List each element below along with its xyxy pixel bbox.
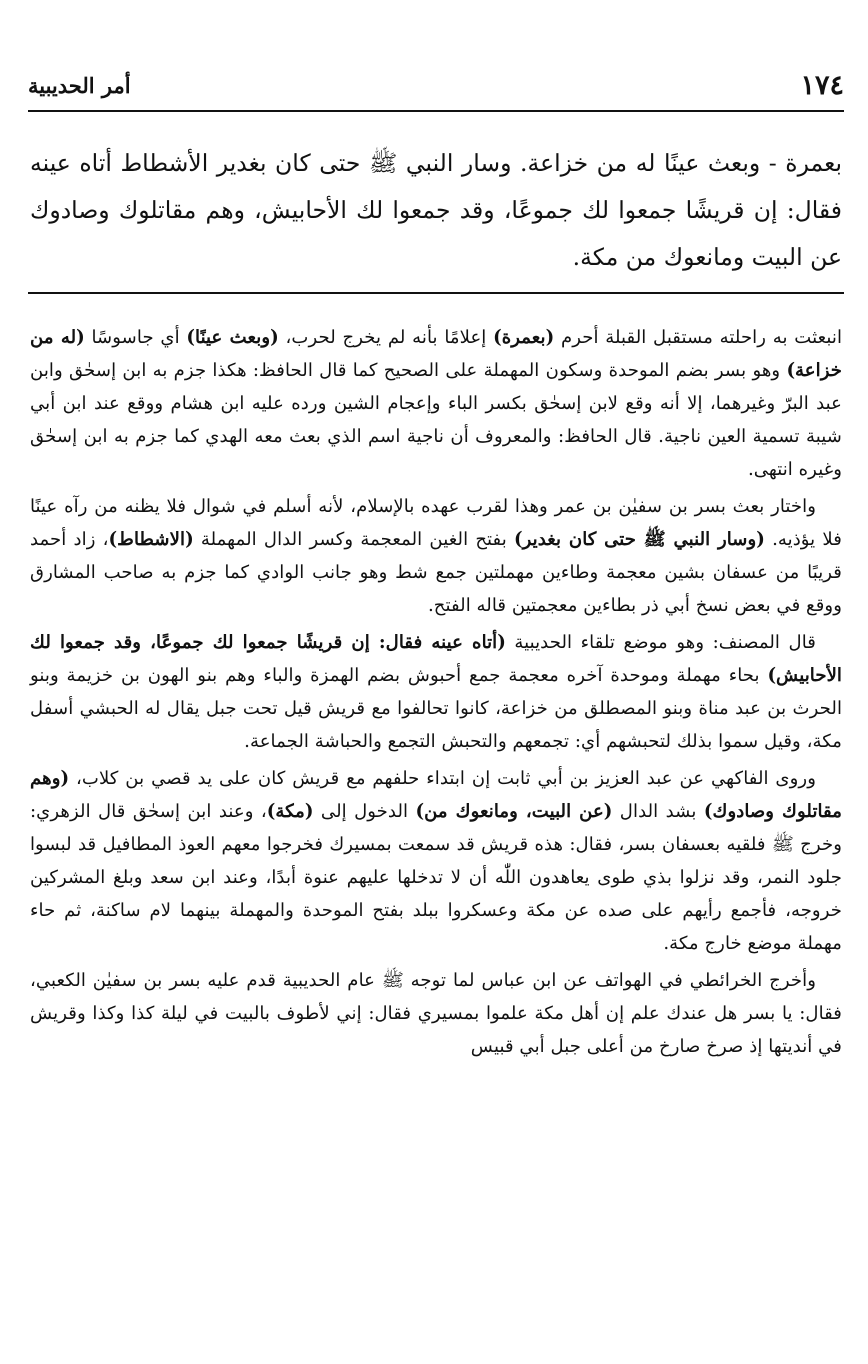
commentary-paragraph-3 xyxy=(30,626,842,758)
text-span: وروى الفاكهي عن عبد العزيز بن أبي ثابت إن ابتداء حلفهم مع قريش كان على يد قصي بن كلاب، xyxy=(69,768,816,789)
commentary-paragraph-4 xyxy=(30,762,842,960)
text-span: بشد الدال xyxy=(612,801,704,822)
text-span: ، زاد أحمد قريبًا من عسفان بشين معجمة وطاءين مهملتين جمع شط وهو جانب الوادي كما جزم به صاحب المشارق ووقع في بعض نسخ أبي ذر بطاءين معجمتين قاله الفتح. xyxy=(30,529,842,616)
main-text: بعمرة - وبعث عينًا له من خزاعة. وسار النبي ﷺ حتى كان بغدير الأشطاط أتاه عينه فقال: إن قريشًا جمعوا لك جموعًا، وقد جمعوا لك الأحابيش، وهم مقاتلوك وصادوك عن البيت ومانعوك من مكة. xyxy=(30,149,842,271)
quoted-phrase: (أتاه عينه فقال: إن قريشًا جمعوا لك جموعًا، وقد جمعوا لك الأحابيش) xyxy=(30,632,842,686)
text-span: الدخول إلى xyxy=(313,801,416,822)
quoted-phrase: (عن البيت، ومانعوك من) xyxy=(415,801,613,822)
section-separator xyxy=(28,292,844,294)
quoted-phrase: (الاشطاط) xyxy=(108,529,194,550)
commentary xyxy=(30,321,842,1067)
quoted-phrase: (وهم مقاتلوك وصادوك) xyxy=(30,768,842,822)
commentary-paragraph-2 xyxy=(30,490,842,622)
header-rule xyxy=(28,110,844,112)
text-span: قال المصنف: وهو موضع تلقاء الحديبية xyxy=(505,632,816,653)
text-span: ، وعند ابن إسحٰق قال الزهري: وخرج ﷺ فلقيه بعسفان بسر، فقال: هذه قريش قد سمعت بمسيرك فخرجوا معهم العوذ المطافيل قد لبسوا جلود النمر، وقد نزلوا بذي طوى يعاهدون اللّٰه أن لا تدخلها عليهم عنوة أبدًا، وعند ابن سعد وبلغ المشركين خروجه، فأجمع رأيهم على صده عن مكة وعسكروا ببلد بفتح الموحدة والمهملة بينهما لام ساكنة، ثم حاء مهملة موضع خارج مكة. xyxy=(30,801,842,954)
quoted-phrase: (وبعث عينًا) xyxy=(186,327,279,348)
quoted-phrase: (وسار النبي ﷺ حتى كان بغدير) xyxy=(514,529,765,550)
running-title: أمر الحديبية xyxy=(28,73,131,98)
text-span: بفتح الغين المعجمة وكسر الدال المهملة xyxy=(193,529,515,550)
quoted-phrase: (مكة) xyxy=(266,801,314,822)
page-number: ١٧٤ xyxy=(800,70,844,101)
commentary-paragraph-5: وأخرج الخرائطي في الهواتف عن ابن عباس لما توجه ﷺ عام الحديبية قدم عليه بسر بن سفيٰن الكعبي، فقال: يا بسر هل عندك علم إن أهل مكة علموا بمسيري فقال: إني لأطوف بالبيت في ليلة كذا وكذا وقريش في أنديتها إذ صرخ صارخ من أعلى جبل أبي قبيس xyxy=(30,970,842,1057)
quoted-phrase: (له من خزاعة) xyxy=(30,327,842,381)
text-span: وهو بسر بضم الموحدة وسكون المهملة على الصحيح كما قال الحافظ: هكذا جزم به ابن إسحٰق وابن عبد البرّ وغيرهما، إلا أنه وقع لابن إسحٰق بكسر الباء وإعجام الشين ورده عليه ابن هشام ووقع عند ابن أبي شيبة تسمية العين ناجية. قال الحافظ: والمعروف أن ناجية اسم الذي بعث معه الهدي كما جزم به ابن إسحٰق وغيره انتهى. xyxy=(30,360,842,480)
text-span: انبعثت به راحلته مستقبل القبلة أحرم xyxy=(554,327,842,348)
text-span: واختار بعث بسر بن سفيٰن بن عمر وهذا لقرب عهده بالإسلام، لأنه أسلم في شوال فلا يظنه من رآه عينًا فلا يؤذيه. xyxy=(30,496,842,550)
text-span: بحاء مهملة وموحدة آخره معجمة جمع أحبوش بضم الهمزة والباء وهم بنو الهون بن خزيمة وبنو الحرث بن عبد مناة وبنو المصطلق من خزاعة، كانوا تحالفوا مع قريش قيل تحت جبل يقال له الحبشي أسفل مكة، وقيل سموا بذلك لتحبشهم أي: تجمعهم والتحبش التجمع والحباشة الجماعة. xyxy=(30,665,842,752)
quoted-phrase: (بعمرة) xyxy=(493,327,555,348)
page-header xyxy=(28,66,844,106)
commentary-paragraph-1 xyxy=(30,321,842,486)
text-span: إعلامًا بأنه لم يخرج لحرب، xyxy=(278,327,494,348)
text-span: أي جاسوسًا xyxy=(84,327,187,348)
